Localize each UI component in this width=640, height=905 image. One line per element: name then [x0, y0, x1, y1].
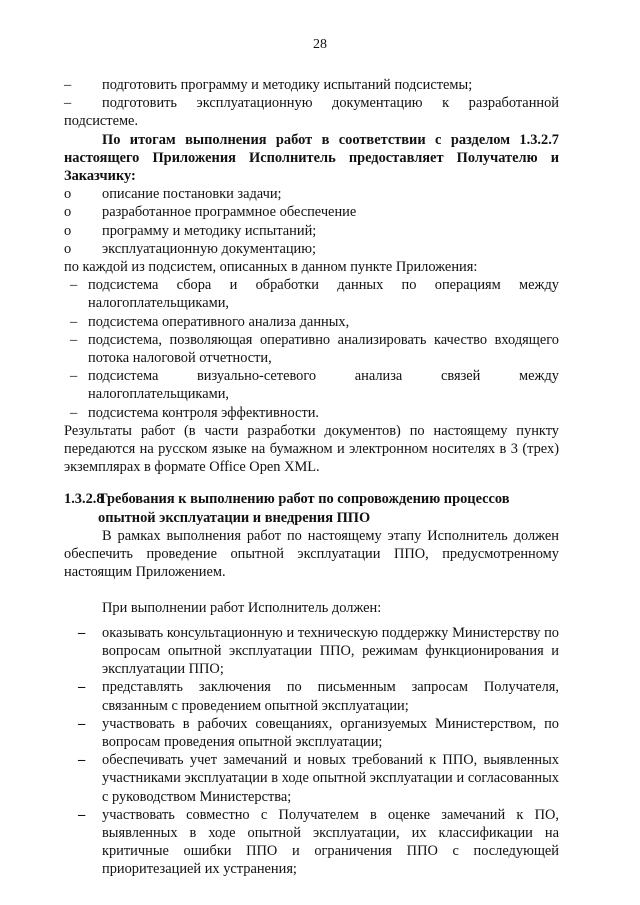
dash-marker: –	[78, 715, 86, 732]
dash-marker: –	[64, 77, 72, 93]
page-content	[64, 76, 559, 879]
list-item-text: подсистема контроля эффективности.	[88, 404, 320, 421]
list-item	[64, 94, 559, 112]
bullet-marker: o	[64, 186, 72, 203]
list-item	[64, 313, 559, 331]
dash-marker: –	[70, 277, 78, 294]
list-item	[64, 331, 559, 367]
intro-paragraph: В рамках выполнения работ по настоящему этапу Исполнитель должен обеспечить проведение опытной эксплуатации ППО, предусмотренному настоящим Приложением.	[64, 527, 559, 581]
bold-paragraph-line: Заказчику:	[64, 168, 136, 185]
list-item	[64, 185, 559, 203]
list-item-text: оказывать консультационную и техническую поддержку Министерству по вопросам опытной эксплуатации ППО, режимам функционирования и эксплуатации ППО;	[102, 624, 559, 678]
page-number: 28	[313, 37, 327, 52]
list-item-continuation: подсистеме.	[64, 113, 139, 130]
list-item-text: участвовать в рабочих совещаниях, организуемых Министерством, по вопросам проведения опытной эксплуатации;	[102, 715, 559, 750]
list-item	[64, 806, 559, 879]
list-item	[64, 678, 559, 714]
list-item-text: представлять заключения по письменным запросам Получателя, связанным с проведением опытной эксплуатации;	[102, 679, 559, 714]
list-item	[64, 367, 559, 403]
bullet-marker: o	[64, 222, 72, 239]
subsystems-intro: по каждой из подсистем, описанных в данном пункте Приложения:	[64, 259, 478, 276]
section-title: Требования к выполнению работ по сопровождению процессов опытной эксплуатации и внедрения ППО	[98, 491, 510, 526]
list-item-text: программу и методику испытаний;	[102, 222, 317, 239]
list-item-text: разработанное программное обеспечение	[102, 204, 357, 221]
list-item	[64, 715, 559, 751]
list-item	[64, 751, 559, 806]
dash-marker: –	[70, 331, 78, 348]
dash-marker: –	[70, 368, 78, 385]
list-item	[64, 76, 559, 94]
dash-marker: –	[78, 624, 86, 641]
list-item-text: участвовать совместно с Получателем в оценке замечаний к ПО, выявленных в ходе опытной эксплуатации, их классификации на критичные ошибки ППО и ограничения ППО с последующей приоритезацией их устранения;	[102, 806, 559, 878]
list-item-text: подготовить эксплуатационную документацию к разработанной	[102, 95, 559, 112]
dash-marker: –	[70, 313, 78, 330]
list-item	[64, 222, 559, 240]
bullet-marker: o	[64, 204, 72, 221]
list-item-text: обеспечивать учет замечаний и новых требований к ППО, выявленных участниками эксплуатации в ходе опытной эксплуатации и согласованных с руководством Министерства;	[102, 752, 559, 805]
dash-marker: –	[64, 95, 72, 112]
results-paragraph: Результаты работ (в части разработки документов) по настоящему пункту передаются на русском языке на бумажном и электронном носителях в 3 (трех) экземплярах в формате Office Open XML.	[64, 422, 559, 476]
dash-marker: –	[78, 679, 86, 696]
duties-intro: При выполнении работ Исполнитель должен:	[102, 600, 382, 617]
list-item-text: подсистема, позволяющая оперативно анализировать качество входящего потока налоговой отчетности,	[88, 331, 559, 367]
list-item-text: эксплуатационную документацию;	[102, 240, 317, 257]
section-number: 1.3.2.8	[64, 491, 104, 508]
list-item	[64, 624, 559, 679]
bold-paragraph-line: настоящего Приложения Исполнитель предоставляет Получателю и	[64, 149, 559, 166]
list-item	[64, 276, 559, 312]
list-item-text: подсистема визуально-сетевого анализа связей между налогоплательщиками,	[88, 368, 559, 403]
list-item	[64, 240, 559, 258]
dash-marker: –	[78, 806, 86, 823]
list-item-text: подсистема сбора и обработки данных по операциям между налогоплательщиками,	[88, 277, 559, 312]
section-heading	[64, 490, 559, 526]
list-item	[64, 404, 559, 422]
bold-paragraph-line: По итогам выполнения работ в соответствии с разделом 1.3.2.7	[102, 131, 559, 148]
list-item-text: подсистема оперативного анализа данных,	[88, 313, 350, 330]
bullet-marker: o	[64, 240, 72, 257]
list-item-text: описание постановки задачи;	[102, 186, 282, 203]
dash-marker: –	[78, 752, 86, 769]
list-item-text: подготовить программу и методику испытаний подсистемы;	[102, 77, 473, 93]
list-item	[64, 203, 559, 221]
dash-marker: –	[70, 404, 78, 421]
